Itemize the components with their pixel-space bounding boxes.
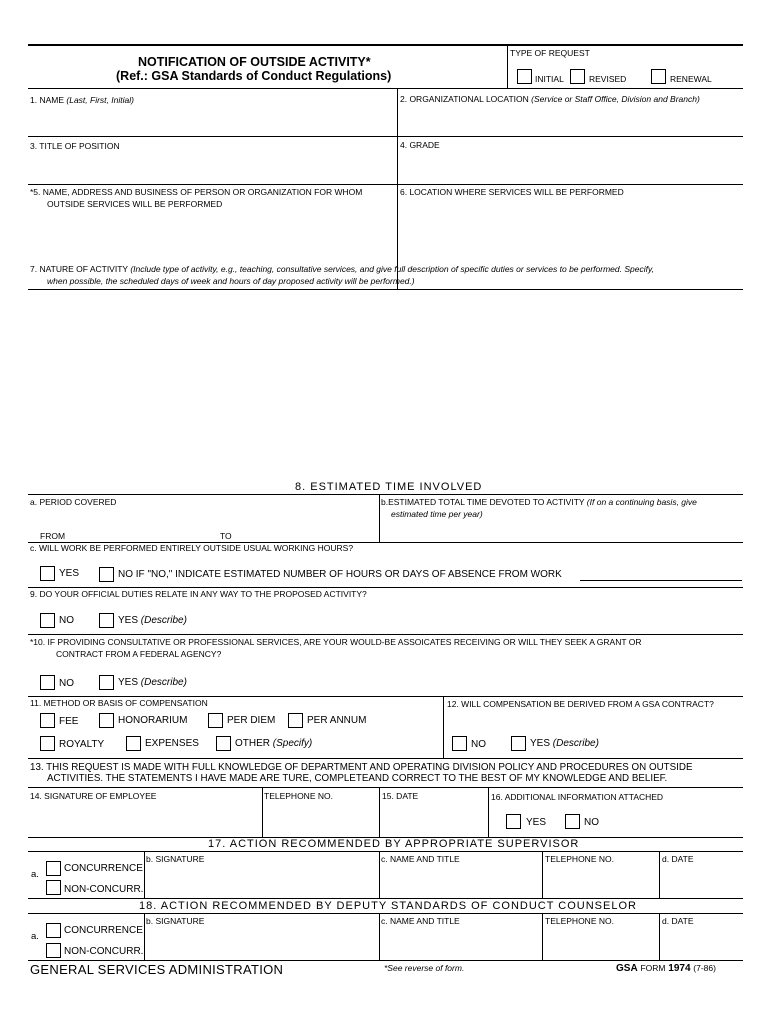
s17-date-input[interactable] <box>662 866 740 896</box>
q11-question: 11. METHOD OR BASIS OF COMPENSATION <box>30 698 208 708</box>
additional-info-no-label: NO <box>584 817 599 828</box>
section-18-title: 18. ACTION RECOMMENDED BY DEPUTY STANDARDS OF CONDUCT COUNSELOR <box>139 900 637 912</box>
divider <box>262 787 263 837</box>
s18-a-label: a. <box>31 931 39 942</box>
s17-concurrence-checkbox[interactable] <box>46 861 61 876</box>
date-label: 15. DATE <box>382 791 419 801</box>
additional-info-yes-checkbox[interactable] <box>506 814 521 829</box>
q12-no-checkbox[interactable] <box>452 736 467 751</box>
fee-checkbox[interactable] <box>40 713 55 728</box>
section-17-title: 17. ACTION RECOMMENDED BY APPROPRIATE SUPERVISOR <box>208 838 580 850</box>
divider <box>659 913 660 960</box>
org-location-input[interactable] <box>400 108 740 134</box>
nature-of-activity-label: 7. NATURE OF ACTIVITY (Include type of activity, e.g., teaching, consultative services, and give full description of specific duties or services to be performed. Specify, <box>30 264 654 274</box>
s18-name-title-label: c. NAME AND TITLE <box>381 916 460 926</box>
s17-date-label: d. DATE <box>662 854 694 864</box>
rule <box>28 634 743 635</box>
s18-concurrence-label: CONCURRENCE <box>64 925 143 936</box>
divider <box>379 913 380 960</box>
expenses-checkbox[interactable] <box>126 736 141 751</box>
employee-signature-input[interactable] <box>30 804 258 834</box>
divider <box>507 45 508 88</box>
reverse-note: *See reverse of form. <box>384 963 465 973</box>
s18-concurrence-checkbox[interactable] <box>46 923 61 938</box>
per-diem-label: PER DIEM <box>227 715 276 726</box>
revised-checkbox[interactable] <box>570 69 585 84</box>
section-8-title: 8. ESTIMATED TIME INVOLVED <box>295 481 483 493</box>
type-of-request-label: TYPE OF REQUEST <box>510 48 590 58</box>
s18-date-label: d. DATE <box>662 916 694 926</box>
employee-telephone-input[interactable] <box>265 804 375 834</box>
total-time-hint: estimated time per year) <box>391 509 483 519</box>
q10-no-checkbox[interactable] <box>40 675 55 690</box>
title-of-position-label: 3. TITLE OF POSITION <box>30 141 120 151</box>
rule <box>28 88 743 89</box>
divider <box>397 88 398 289</box>
person-organization-label-cont: OUTSIDE SERVICES WILL BE PERFORMED <box>47 199 223 209</box>
rule <box>28 787 743 788</box>
additional-info-no-checkbox[interactable] <box>565 814 580 829</box>
royalty-checkbox[interactable] <box>40 736 55 751</box>
s17-telephone-input[interactable] <box>545 866 655 896</box>
s18-signature-input[interactable] <box>147 928 375 958</box>
initial-checkbox[interactable] <box>517 69 532 84</box>
outside-hours-no-checkbox[interactable] <box>99 567 114 582</box>
per-annum-label: PER ANNUM <box>307 715 367 726</box>
divider <box>379 494 380 542</box>
s18-signature-label: b. SIGNATURE <box>146 916 205 926</box>
rule <box>28 898 743 899</box>
absence-estimate-input[interactable] <box>580 580 742 581</box>
divider <box>659 851 660 898</box>
org-location-label: 2. ORGANIZATIONAL LOCATION (Service or Staff Office, Division and Branch) <box>400 94 700 104</box>
divider <box>542 913 543 960</box>
divider <box>443 696 444 758</box>
from-input[interactable] <box>70 526 210 540</box>
q9-no-checkbox[interactable] <box>40 613 55 628</box>
rule <box>28 494 743 495</box>
additional-info-label: 16. ADDITIONAL INFORMATION ATTACHED <box>491 792 664 802</box>
q12-yes-label: YES (Describe) <box>530 738 599 749</box>
to-label: TO <box>220 531 232 541</box>
form-title: NOTIFICATION OF OUTSIDE ACTIVITY* <box>138 55 371 69</box>
service-location-label: 6. LOCATION WHERE SERVICES WILL BE PERFORMED <box>400 187 624 197</box>
outside-hours-no-label: NO IF "NO," INDICATE ESTIMATED NUMBER OF HOURS OR DAYS OF ABSENCE FROM WORK <box>118 569 562 580</box>
s17-name-title-input[interactable] <box>382 866 538 896</box>
name-field-label: 1. NAME (Last, First, Initial) <box>30 95 134 105</box>
s18-nonconcurr-label: NON-CONCURR. <box>64 946 144 957</box>
per-annum-checkbox[interactable] <box>288 713 303 728</box>
employee-signature-label: 14. SIGNATURE OF EMPLOYEE <box>30 791 157 801</box>
q12-yes-checkbox[interactable] <box>511 736 526 751</box>
honorarium-label: HONORARIUM <box>118 715 188 726</box>
q10-yes-label: YES (Describe) <box>118 677 187 688</box>
rule <box>28 289 743 290</box>
renewal-label: RENEWAL <box>670 74 712 84</box>
additional-info-yes-label: YES <box>526 817 547 828</box>
divider <box>379 787 380 837</box>
revised-label: REVISED <box>589 74 627 84</box>
nature-of-activity-hint: when possible, the scheduled days of week and hours of day proposed activity will be performed.) <box>47 276 415 286</box>
total-time-input[interactable] <box>385 520 740 540</box>
person-organization-label: *5. NAME, ADDRESS AND BUSINESS OF PERSON OR ORGANIZATION FOR WHOM <box>30 187 363 197</box>
s17-signature-input[interactable] <box>147 866 375 896</box>
s17-a-label: a. <box>31 869 39 880</box>
outside-hours-question: c. WILL WORK BE PERFORMED ENTIRELY OUTSIDE USUAL WORKING HOURS? <box>30 543 354 553</box>
expenses-label: EXPENSES <box>145 738 199 749</box>
name-input[interactable] <box>30 110 390 134</box>
bottom-rule <box>28 960 743 961</box>
s18-nonconcurr-checkbox[interactable] <box>46 943 61 958</box>
fee-label: FEE <box>59 716 79 727</box>
s17-nonconcurr-checkbox[interactable] <box>46 880 61 895</box>
s17-nonconcurr-label: NON-CONCURR. <box>64 884 144 895</box>
rule <box>28 136 743 137</box>
certification-statement: 13. THIS REQUEST IS MADE WITH FULL KNOWLEDGE OF DEPARTMENT AND OPERATING DIVISION POLICY AND PROCEDURES ON OUTSIDE <box>30 762 693 773</box>
divider <box>379 851 380 898</box>
q10-question: *10. IF PROVIDING CONSULTATIVE OR PROFESSIONAL SERVICES, ARE YOUR WOULD-BE ASSOICATES RECEIVING OR WILL THEY SEEK A GRANT OR <box>30 637 642 647</box>
s17-name-title-label: c. NAME AND TITLE <box>381 854 460 864</box>
outside-hours-yes-checkbox[interactable] <box>40 566 55 581</box>
rule <box>28 758 743 759</box>
q9-yes-checkbox[interactable] <box>99 613 114 628</box>
per-diem-checkbox[interactable] <box>208 713 223 728</box>
from-label: FROM <box>40 531 66 541</box>
agency-name: GENERAL SERVICES ADMINISTRATION <box>30 962 284 977</box>
renewal-checkbox[interactable] <box>651 69 666 84</box>
s17-concurrence-label: CONCURRENCE <box>64 863 143 874</box>
q9-no-label: NO <box>59 615 74 626</box>
other-checkbox[interactable] <box>216 736 231 751</box>
to-input[interactable] <box>238 526 373 540</box>
grade-input[interactable] <box>400 154 740 180</box>
q9-question: 9. DO YOUR OFFICIAL DUTIES RELATE IN ANY WAY TO THE PROPOSED ACTIVITY? <box>30 589 367 599</box>
initial-label: INITIAL <box>535 74 564 84</box>
s17-signature-label: b. SIGNATURE <box>146 854 205 864</box>
q10-no-label: NO <box>59 678 74 689</box>
certification-statement-cont: ACTIVITIES. THE STATEMENTS I HAVE MADE ARE TURE, COMPLETEAND CORRECT TO THE BEST OF MY KNOWLEDGE AND BELIEF. <box>47 773 668 784</box>
s17-telephone-label: TELEPHONE NO. <box>545 854 614 864</box>
form-number: GSA FORM 1974 (7-86) <box>616 963 716 974</box>
date-input[interactable] <box>383 804 483 834</box>
grade-label: 4. GRADE <box>400 140 440 150</box>
rule <box>28 913 743 914</box>
rule <box>28 851 743 852</box>
q12-question: 12. WILL COMPENSATION BE DERIVED FROM A GSA CONTRACT? <box>447 699 714 709</box>
form-subtitle: (Ref.: GSA Standards of Conduct Regulations) <box>116 69 392 83</box>
divider <box>144 913 145 960</box>
s18-telephone-label: TELEPHONE NO. <box>545 916 614 926</box>
q10-question-cont: CONTRACT FROM A FEDERAL AGENCY? <box>56 649 222 659</box>
divider <box>488 787 489 837</box>
employee-telephone-label: TELEPHONE NO. <box>264 791 333 801</box>
q9-yes-label: YES (Describe) <box>118 615 187 626</box>
q12-no-label: NO <box>471 739 486 750</box>
outside-hours-yes-label: YES <box>59 568 80 579</box>
honorarium-checkbox[interactable] <box>99 713 114 728</box>
s18-date-input[interactable] <box>662 928 740 958</box>
total-time-label: b.ESTIMATED TOTAL TIME DEVOTED TO ACTIVITY (If on a continuing basis, give <box>381 497 697 507</box>
other-label: OTHER (Specify) <box>235 738 313 749</box>
period-covered-label: a. PERIOD COVERED <box>30 497 117 507</box>
s18-name-title-input[interactable] <box>382 928 538 958</box>
top-rule <box>28 44 743 46</box>
rule <box>28 184 743 185</box>
nature-of-activity-input[interactable] <box>30 295 740 475</box>
divider <box>144 851 145 898</box>
s18-telephone-input[interactable] <box>545 928 655 958</box>
title-of-position-input[interactable] <box>30 154 390 180</box>
q10-yes-checkbox[interactable] <box>99 675 114 690</box>
divider <box>542 851 543 898</box>
royalty-label: ROYALTY <box>59 739 105 750</box>
